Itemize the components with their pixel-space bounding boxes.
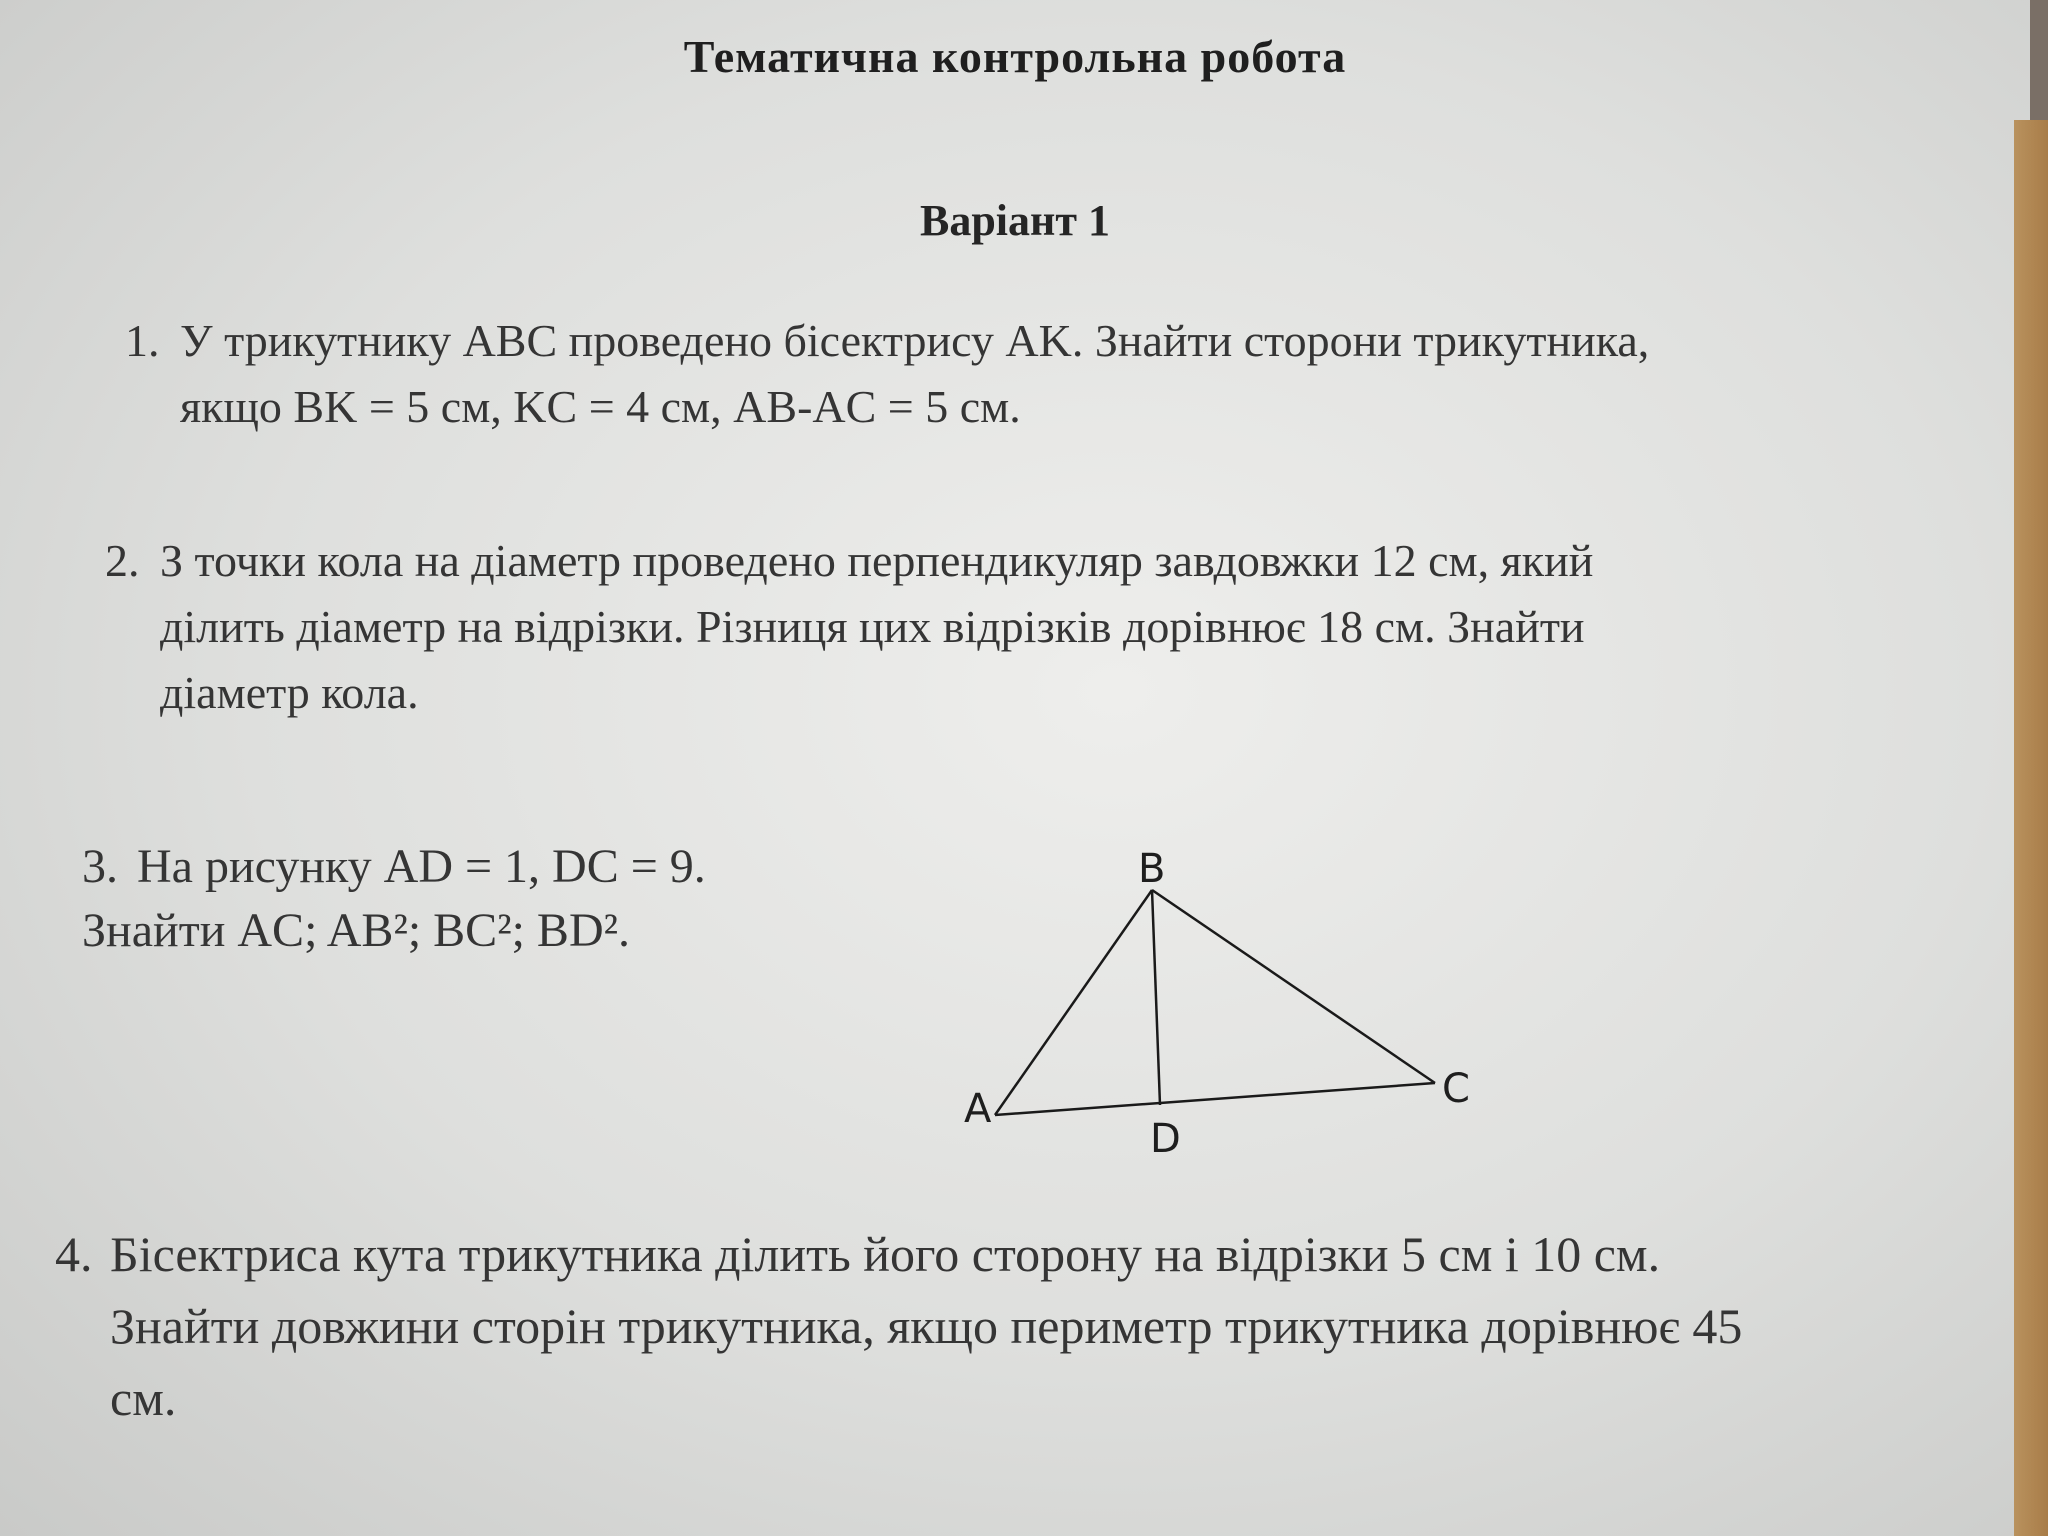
problem-number: 4. [55,1226,93,1282]
problem-text-line: діаметр кола. [160,667,419,718]
problem-number: 3. [82,840,118,893]
problem-text-line: Бісектриса кута трикутника ділить його сторону на відрізки 5 см і 10 см. [110,1226,1661,1282]
vertex-label-a: A [964,1086,992,1132]
vertex-label-b: B [1138,846,1166,892]
side-ac [995,1083,1435,1115]
side-bc [1152,890,1435,1083]
problem-text-line: Знайти AC; AB²; BC²; BD². [82,904,630,957]
problem-text-line: ділить діаметр на відрізки. Різниця цих відрізків дорівнює 18 см. Знайти [160,601,1585,652]
variant-heading: Варіант 1 [919,196,1110,245]
altitude-bd [1152,890,1160,1105]
problem-number: 1. [125,315,160,366]
problem-number: 2. [105,535,140,586]
page-title: Тематична контрольна робота [683,31,1347,82]
problem-text-line: см. [110,1370,177,1426]
problem-text-line: На рисунку AD = 1, DC = 9. [137,840,706,893]
vertex-label-c: C [1442,1066,1470,1112]
point-label-d: D [1150,1116,1181,1162]
problem-text-line: У трикутнику ABC проведено бісектрису AK. Знайти сторони трикутника, [180,315,1650,366]
problem-text-line: З точки кола на діаметр проведено перпендикуляр завдовжки 12 см, який [160,535,1594,586]
problem-text-line: якщо BK = 5 см, KC = 4 см, AB-AC = 5 см. [180,381,1021,432]
side-ab [995,890,1152,1115]
problem-text-line: Знайти довжини сторін трикутника, якщо периметр трикутника дорівнює 45 [110,1298,1743,1354]
